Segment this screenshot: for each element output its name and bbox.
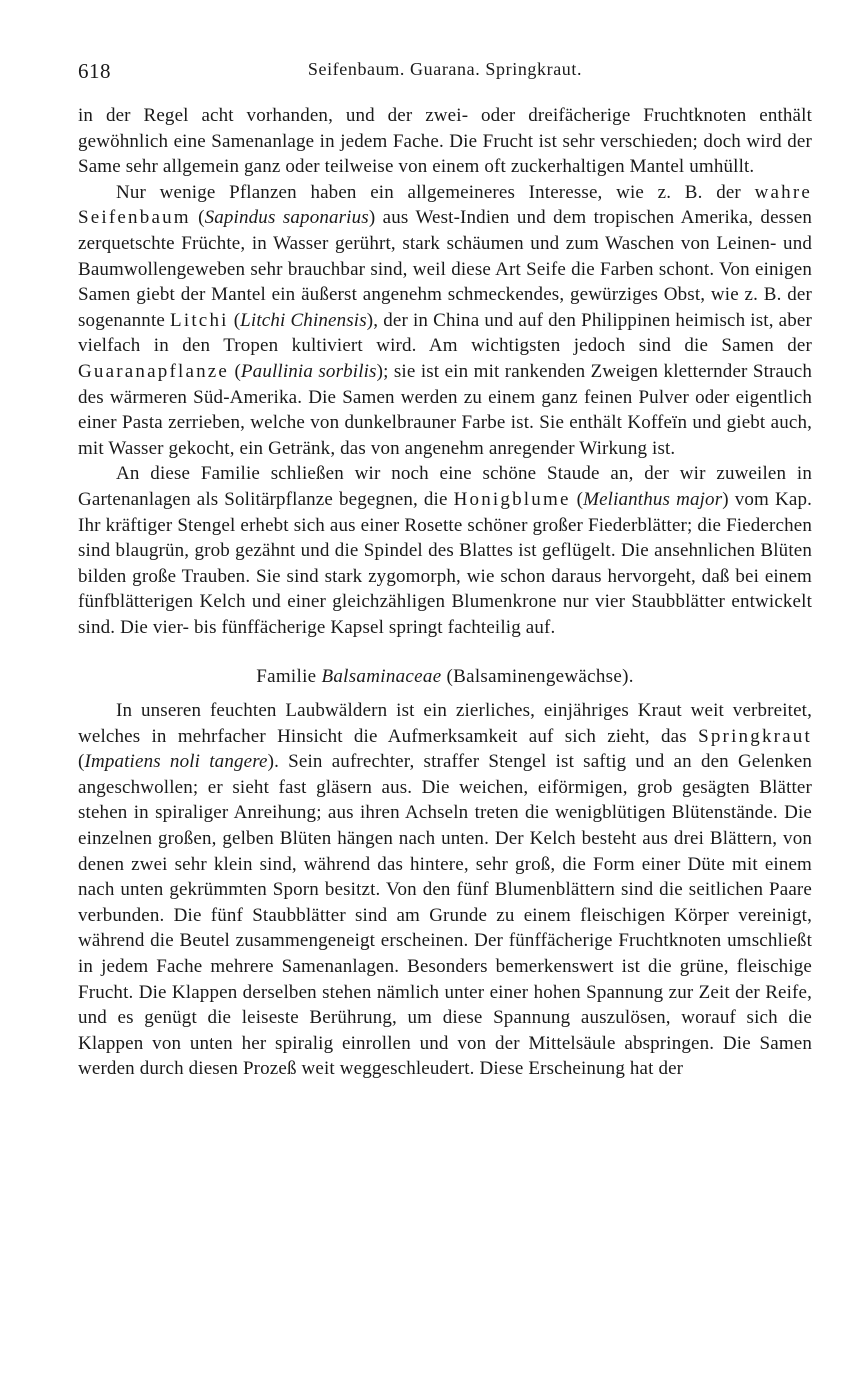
paragraph-2 bbox=[78, 180, 812, 462]
text-run: In unseren feuchten Laubwäldern ist ein zierliches, einjähriges Kraut weit verbreitet, welches in mehrfacher Hinsicht die Aufmerksamkeit auf sich zieht, das bbox=[78, 700, 812, 747]
text-run: (Balsaminengewächse). bbox=[441, 666, 634, 688]
paragraph-1-text: in der Regel acht vorhanden, und der zwei- oder dreifächerige Fruchtknoten enthält gewöhnlich eine Samenanlage in jedem Fache. Die Frucht ist sehr verschieden; doch wird der Same sehr allgemein ganz oder teilweise von einem oft zuckerhaltigen Mantel umhüllt. bbox=[78, 105, 812, 178]
latin-name-melianthus: Melianthus major bbox=[583, 488, 723, 510]
text-run: ( bbox=[190, 207, 205, 229]
text-run: ), der in China und auf den Philippinen heimisch ist, aber vielfach in den Tropen kultiviert wird. Am wichtigsten jedoch sind die Samen der bbox=[78, 309, 812, 357]
plant-name-litchi: Litchi bbox=[170, 309, 229, 331]
latin-name-litchi: Litchi Chinensis bbox=[240, 309, 367, 331]
paragraph-3 bbox=[78, 461, 812, 640]
text-run: ) aus West-Indien und dem tropischen Amerika, dessen zerquetschte Früchte, in Wasser gerührt, stark schäumen und zum Waschen von Leinen- und Baumwollengeweben sehr brauchbar sind, weil diese Art Seife die Farben schont. Von einigen Samen giebt der Mantel ein äußerst angenehm schmeckendes, gewürziges Obst, wie z. B. der sogenannte bbox=[78, 207, 812, 331]
text-run: ); sie ist ein mit rankenden Zweigen kletternder Strauch des wärmeren Süd-Amerika. Die Samen werden zu einem ganz feinen Pulver oder eigentlich einer Pasta zerrieben, welche von dunkelbrauner Farbe ist. Sie enthält Koffeïn und giebt auch, mit Wasser gekocht, ein Getränk, das von angenehm anregender Wirkung ist. bbox=[78, 360, 812, 459]
body-text bbox=[78, 103, 812, 1082]
plant-name-guaranapflanze: Guaranapflanze bbox=[78, 360, 230, 382]
text-run: An diese Familie schließen wir noch eine schöne Staude an, der wir zuweilen in Gartenanlagen als Solitärpflanze begegnen, die bbox=[78, 463, 812, 510]
page-header bbox=[78, 55, 812, 89]
text-run: ( bbox=[570, 488, 584, 510]
latin-name-sapindus: Sapindus saponarius bbox=[204, 207, 369, 229]
text-run: ( bbox=[229, 360, 241, 382]
book-page bbox=[78, 55, 812, 1082]
paragraph-4 bbox=[78, 698, 812, 1082]
text-run: ). Sein aufrechter, straffer Stengel ist saftig und an den Gelenken angeschwollen; er sieht fast gläsern aus. Die weichen, eiförmigen, grob gesägten Blätter stehen in spiraliger Anreihung; aus ihren Achseln treten die wenigblütigen Blütenstände. Die einzelnen großen, gelben Blüten hängen nach unten. Der Kelch besteht aus drei Blättern, von denen zwei sehr klein sind, während das hintere, sehr groß, die Form einer Düte mit einem nach unten gekrümmten Sporn besitzt. Von den fünf Blumenblättern sind die seitlichen Paare verbunden. Die fünf Staubblätter sind am Grunde zu einem fleischigen Körper vereinigt, während die Beutel zusammengeneigt erscheinen. Der fünffächerige Fruchtknoten umschließt in jedem Fache mehrere Samenanlagen. Besonders bemerkenswert ist die grüne, fleischige Frucht. Die Klappen derselben stehen nämlich unter einer hohen Spannung zur Zeit der Reife, und es genügt die leiseste Berührung, um diese Spannung auszulösen, worauf sich die Klappen von unten her spiralig einrollen und von der Mittelsäule abspringen. Die Samen werden durch diesen Prozeß weit weggeschleudert. Diese Erscheinung hat der bbox=[78, 751, 812, 1080]
running-head: Seifenbaum. Guarana. Springkraut. bbox=[307, 59, 583, 79]
section-heading bbox=[78, 664, 812, 690]
paragraph-1 bbox=[78, 103, 812, 180]
latin-name-impatiens: Impatiens noli tangere bbox=[84, 751, 268, 773]
latin-name-paullinia: Paullinia sorbilis bbox=[240, 360, 377, 382]
text-run: Nur wenige Pflanzen haben ein allgemeineres Interesse, wie z. B. der bbox=[116, 181, 755, 203]
text-run: ( bbox=[78, 751, 85, 773]
family-latin-name: Balsaminaceae bbox=[321, 666, 442, 688]
page-number: 618 bbox=[78, 59, 111, 83]
plant-name-seifenbaum: wahre Seifenbaum bbox=[78, 181, 812, 229]
plant-name-springkraut: Springkraut bbox=[698, 725, 812, 747]
text-run: Familie bbox=[256, 666, 322, 688]
text-run: ( bbox=[228, 309, 241, 331]
plant-name-honigblume: Honigblume bbox=[453, 488, 571, 510]
text-run: ) vom Kap. Ihr kräftiger Stengel erhebt sich aus einer Rosette schöner großer Fiederblätter; die Fiederchen sind blaugrün, grob gezähnt und die Spindel des Blattes ist geflügelt. Die ansehnlichen Blüten bilden große Trauben. Sie sind stark zygomorph, wie schon daraus hervorgeht, daß bei einem fünfblätterigen Kelch und einer gleichzähligen Blumenkrone nur vier Staubblätter entwickelt sind. Die vier- bis fünffächerige Kapsel springt fachteilig auf. bbox=[78, 488, 812, 638]
